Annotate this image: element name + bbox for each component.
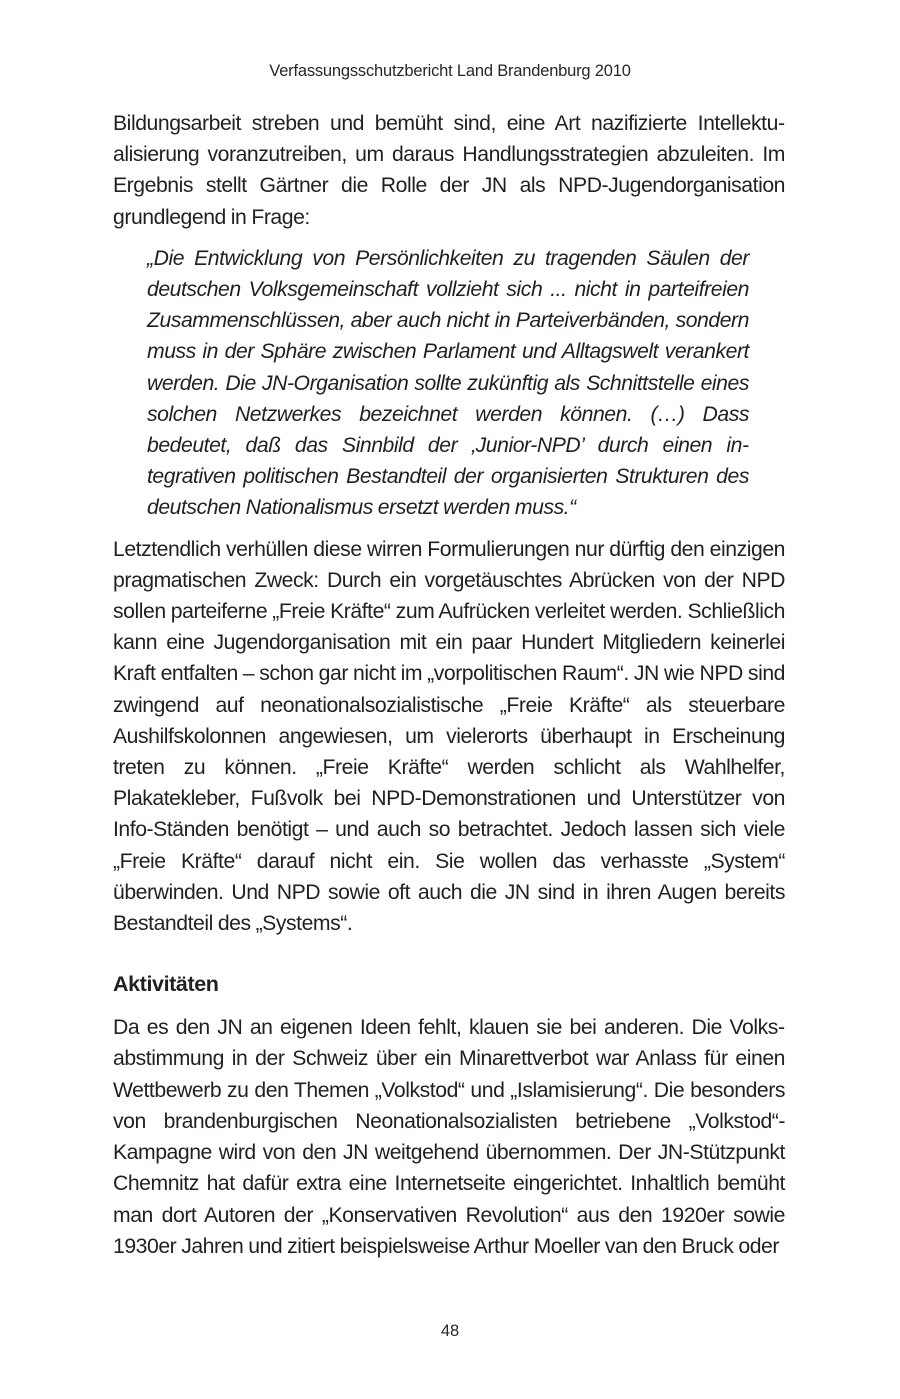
block-quote: „Die Entwicklung von Persönlichkeiten zu tragenden Säulen der deutschen Volksgemeinschaft vollzieht sich ... nicht in parteifreien Zusammenschlüssen, aber auch nicht in Parteiverbänden, sondern muss in der Sphäre zwischen Parlament und Alltagswelt verankert werden. Die JN-Organisation sollte zukünftig als Schnittstelle eines solchen Netzwerkes bezeichnet werden können. (…) Dass bedeutet, daß das Sinnbild der ‚Junior-NPD’ durch einen integrativen politischen Bestandteil der organisierten Strukturen des deutschen Nationalismus ersetzt werden muss.“	[147, 246, 749, 520]
body-paragraph-3: Da es den JN an eigenen Ideen fehlt, klauen sie bei anderen. Die Volksabstimmung in der Schweiz über ein Minarettverbot war Anlass für einen Wettbewerb zu den Themen „Volkstod“ und „Islamisierung“. Die besonders von brandenburgischen Neonationalsozialisten betriebene „Volkstod“-Kampagne wird von den JN weitgehend übernommen. Der JN-Stützpunkt Chemnitz hat dafür extra eine Internetseite eingerichtet. Inhaltlich bemüht man dort Autoren der „Konservativen Revolution“ aus den 1920er sowie 1930er Jahren und zitiert beispielsweise Arthur Moeller van den Bruck oder	[113, 1016, 785, 1258]
section-heading: Aktivitäten	[113, 972, 219, 997]
body-paragraph-1: Bildungsarbeit streben und bemüht sind, eine Art nazifizierte Intellektualisierung voranzutreiben, um daraus Handlungsstrategien abzuleiten. Im Ergebnis stellt Gärtner die Rolle der JN als NPD-Jugendorganisation grundlegend in Frage:	[113, 112, 785, 229]
page-body	[113, 108, 785, 1262]
body-paragraph-2: Letztendlich verhüllen diese wirren Formulierungen nur dürftig den einzigen pragmatischen Zweck: Durch ein vorgetäuschtes Abrücken von der NPD sollen parteiferne „Freie Kräfte“ zum Aufrücken verleitet werden. Schließlich kann eine Jugendorganisation mit ein paar Hundert Mitgliedern keinerlei Kraft entfalten – schon gar nicht im „vorpolitischen Raum“. JN wie NPD sind zwingend auf neonationalsozialistische „Freie Kräfte“ als steuerbare Aushilfskolonnen angewiesen, um vielerorts überhaupt in Erscheinung treten zu können. „Freie Kräfte“ werden schlicht als Wahlhelfer, Plakatekleber, Fußvolk bei NPD-Demonstrationen und Unterstützer von Info-Ständen benötigt – und auch so betrachtet. Jedoch lassen sich viele „Freie Kräfte“ darauf nicht ein. Sie wollen das verhasste „System“ überwinden. Und NPD sowie oft auch die JN sind in ihren Augen bereits Bestandteil des „Systems“.	[113, 537, 785, 936]
page-number: 48	[440, 1322, 460, 1340]
running-header: Verfassungsschutzbericht Land Brandenburg 2010	[269, 62, 631, 80]
